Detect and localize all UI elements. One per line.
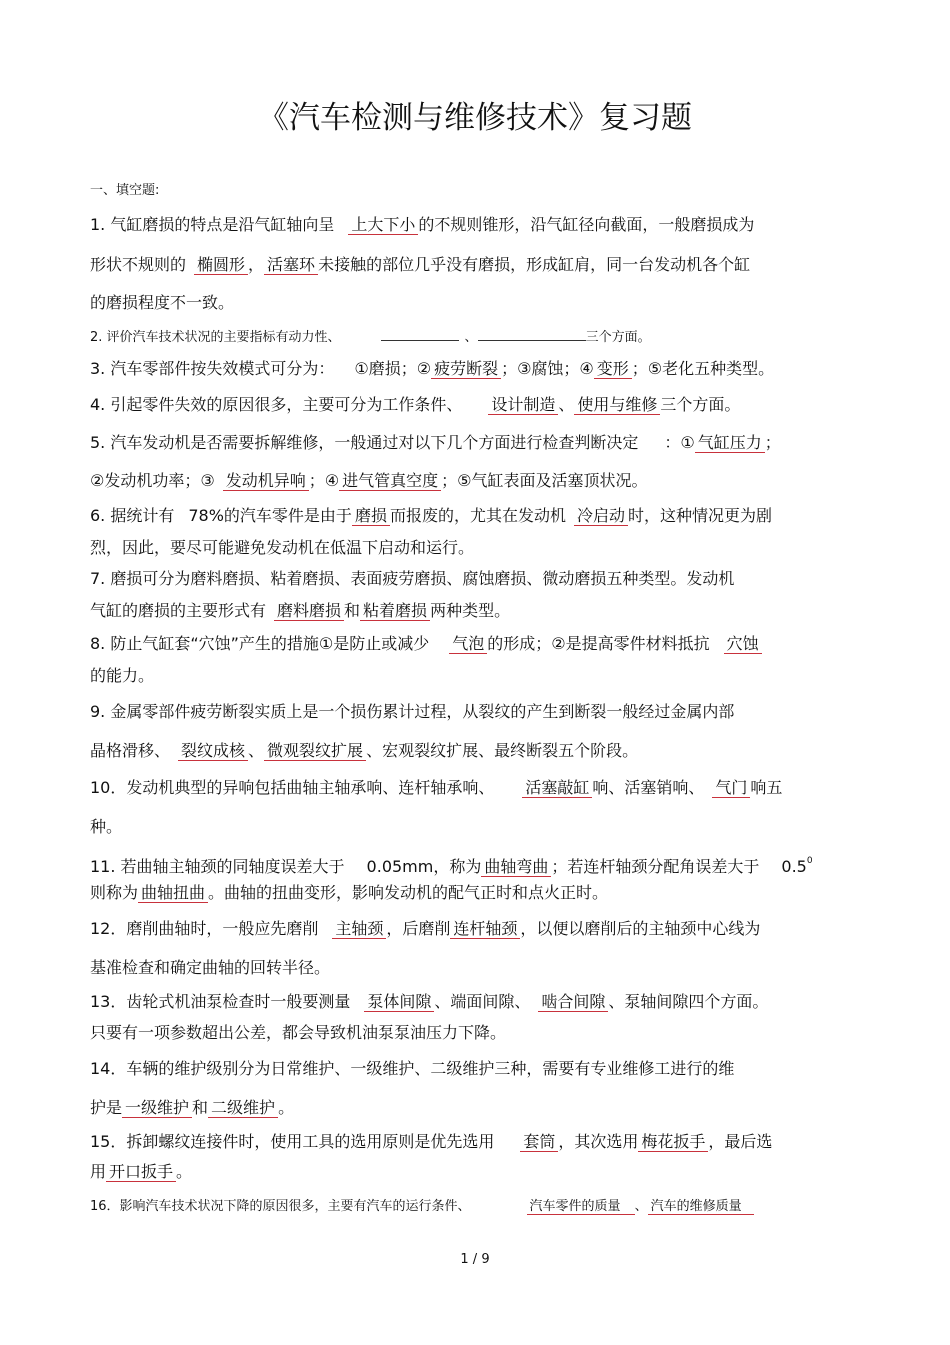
text: 气缸的磨损的主要形式有 [90, 601, 267, 620]
text: 4. 引起零件失效的原因很多，主要可分为工作条件、 [90, 395, 463, 414]
text: 78% [188, 506, 224, 525]
blank [381, 326, 459, 341]
text: 5. 汽车发动机是否需要拆解维修，一般通过对以下几个方面进行检查判断决定 [90, 433, 639, 452]
question-6-line-1 [90, 505, 772, 527]
answer: 二级维护 [208, 1098, 278, 1118]
text: ，其次选用 [558, 1132, 639, 1151]
answer: 冷启动 [574, 506, 628, 526]
answer: 使用与维修 [574, 395, 660, 415]
text: ；⑤气缸表面及活塞顶状况。 [441, 471, 648, 490]
text: ；若连杆轴颈分配角误差大于 [551, 857, 760, 876]
answer: 磨损 [352, 506, 390, 526]
answer: 设计制造 [488, 395, 558, 415]
question-3 [90, 358, 774, 380]
text: 和 [192, 1098, 209, 1117]
degree-mark: 0 [806, 856, 813, 866]
answer: 活塞环 [264, 255, 318, 275]
text: 的汽车零件是由于 [223, 506, 352, 525]
text: 、 [464, 330, 478, 345]
answer: 气门 [712, 778, 750, 798]
text: 、 [558, 395, 575, 414]
text: 15．拆卸螺纹连接件时，使用工具的选用原则是优先选用 [90, 1132, 495, 1151]
question-10-line-2: 种。 [90, 817, 123, 836]
question-4 [90, 394, 740, 416]
answer: 曲轴弯曲 [481, 857, 551, 877]
page-number: 1 / 9 [460, 1252, 490, 1267]
question-15-line-1 [90, 1131, 772, 1153]
text: 三个方面。 [660, 395, 741, 414]
answer: 裂纹成核 [178, 741, 248, 761]
document-title: 《汽车检测与维修技术》复习题 [258, 100, 692, 136]
text: ②发动机功率；③ [90, 471, 215, 490]
text: 、 [634, 1199, 648, 1214]
text: 、宏观裂纹扩展、最终断裂五个阶段。 [366, 741, 639, 760]
answer: 粘着磨损 [360, 601, 430, 621]
answer: 气泡 [449, 634, 487, 654]
text: ； [764, 433, 781, 452]
question-11-line-1 [90, 850, 813, 878]
text: 、 [248, 741, 265, 760]
text: ；④ [308, 471, 340, 490]
text: ， [248, 255, 265, 274]
text: ，最后选 [708, 1132, 773, 1151]
text: 护是 [90, 1098, 123, 1117]
text: ，后磨削 [386, 919, 451, 938]
text: ；③腐蚀；④ [501, 359, 594, 378]
answer: 气缸压力 [695, 433, 765, 453]
text: 10．发动机典型的异响包括曲轴主轴承响、连杆轴承响、 [90, 778, 495, 797]
answer: 发动机异响 [223, 471, 309, 491]
answer: 汽车的维修质量 [648, 1199, 754, 1215]
question-7-line-1: 7. 磨损可分为磨料磨损、粘着磨损、表面疲劳磨损、腐蚀磨损、微动磨损五种类型。发动机 [90, 569, 735, 588]
text: 的不规则锥形，沿气缸径向截面，一般磨损成为 [418, 215, 755, 234]
question-13-line-2: 只要有一项参数超出公差，都会导致机油泵泵油压力下降。 [90, 1023, 507, 1042]
text: 0.5 [781, 857, 807, 876]
answer: 椭圆形 [194, 255, 248, 275]
text: ，以便以磨削后的主轴颈中心线为 [520, 919, 761, 938]
question-1-line-3: 的磨损程度不一致。 [90, 293, 235, 312]
question-10-line-1 [90, 777, 782, 799]
answer: 疲劳断裂 [431, 359, 501, 379]
answer: 套筒 [520, 1132, 558, 1152]
text: 时，这种情况更为剧 [627, 506, 772, 525]
text: 8. 防止气缸套“穴蚀”产生的措施①是防止或减少 [90, 634, 430, 653]
text: 6. 据统计有 [90, 506, 175, 525]
text: 响五 [750, 778, 783, 797]
answer: 汽车零件的质量 [527, 1199, 635, 1215]
question-8-line-2: 的能力。 [90, 666, 155, 685]
text: ：① [664, 433, 695, 452]
section-heading: 一、填空题: [90, 183, 160, 198]
text: 和 [344, 601, 361, 620]
text: 13．齿轮式机油泵检查时一般要测量 [90, 992, 351, 1011]
text: 、端面间隙、 [434, 992, 531, 1011]
text: 的形成；②是提高零件材料抵抗 [487, 634, 710, 653]
answer: 活塞敲缸 [522, 778, 592, 798]
text: 未接触的部位几乎没有磨损，形成缸肩，同一台发动机各个缸 [318, 255, 751, 274]
question-1-line-1 [90, 214, 754, 236]
text: 两种类型。 [430, 601, 511, 620]
answer: 一级维护 [122, 1098, 192, 1118]
question-12-line-1 [90, 918, 760, 940]
answer: 开口扳手 [106, 1162, 176, 1182]
answer: 连杆轴颈 [450, 919, 520, 939]
blank [478, 326, 586, 341]
text: 用 [90, 1162, 107, 1181]
question-7-line-2 [90, 600, 510, 622]
text: ，称为 [433, 857, 482, 876]
question-1-line-2 [90, 254, 750, 276]
answer: 主轴颈 [332, 919, 386, 939]
text: ；⑤老化五种类型。 [631, 359, 775, 378]
text: 11. 若曲轴主轴颈的同轴度误差大于 [90, 857, 345, 876]
text: 三个方面。 [585, 330, 651, 345]
text: 1. 气缸磨损的特点是沿气缸轴向呈 [90, 215, 335, 234]
text: 16．影响汽车技术状况下降的原因很多，主要有汽车的运行条件、 [90, 1199, 471, 1214]
question-6-line-2: 烈，因此，要尽可能避免发动机在低温下启动和运行。 [90, 538, 475, 557]
question-9-line-1: 9. 金属零部件疲劳断裂实质上是一个损伤累计过程，从裂纹的产生到断裂一般经过金属内部 [90, 702, 735, 721]
question-13-line-1 [90, 991, 768, 1013]
text: 响、活塞销响、 [592, 778, 705, 797]
answer: 微观裂纹扩展 [264, 741, 366, 761]
answer: 上大下小 [348, 215, 418, 235]
question-12-line-2: 基准检查和确定曲轴的回转半径。 [90, 958, 331, 977]
text: ①磨损；② [354, 359, 432, 378]
text: 。曲轴的扭曲变形，影响发动机的配气正时和点火正时。 [208, 883, 609, 902]
answer: 啮合间隙 [538, 992, 608, 1012]
text: 而报废的，尤其在发动机 [389, 506, 566, 525]
text: 0.05mm [366, 857, 434, 876]
text: 、泵轴间隙四个方面。 [608, 992, 769, 1011]
answer: 磨料磨损 [274, 601, 344, 621]
answer: 变形 [594, 359, 632, 379]
question-8-line-1 [90, 633, 762, 655]
question-16 [90, 1196, 754, 1218]
text: 3. 汽车零部件按失效模式可分为： [90, 359, 335, 378]
question-14-line-2 [90, 1097, 294, 1119]
question-11-line-2 [90, 882, 608, 904]
answer: 梅花扳手 [638, 1132, 708, 1152]
text: 形状不规则的 [90, 255, 187, 274]
question-5-line-1 [90, 432, 781, 454]
text: 则称为 [90, 883, 139, 902]
answer: 进气管真空度 [339, 471, 441, 491]
question-9-line-2 [90, 740, 638, 762]
text: 。 [278, 1098, 295, 1117]
question-5-line-2 [90, 470, 647, 492]
question-2 [90, 326, 651, 349]
text: 。 [176, 1162, 193, 1181]
question-15-line-2 [90, 1161, 192, 1183]
text: 晶格滑移、 [90, 741, 171, 760]
answer: 穴蚀 [724, 634, 762, 654]
text: 12．磨削曲轴时，一般应先磨削 [90, 919, 319, 938]
answer: 曲轴扭曲 [138, 883, 208, 903]
text: 2. 评价汽车技术状况的主要指标有动力性、 [90, 330, 341, 345]
question-14-line-1: 14．车辆的维护级别分为日常维护、一级维护、二级维护三种，需要有专业维修工进行的维 [90, 1059, 735, 1078]
answer: 泵体间隙 [364, 992, 434, 1012]
